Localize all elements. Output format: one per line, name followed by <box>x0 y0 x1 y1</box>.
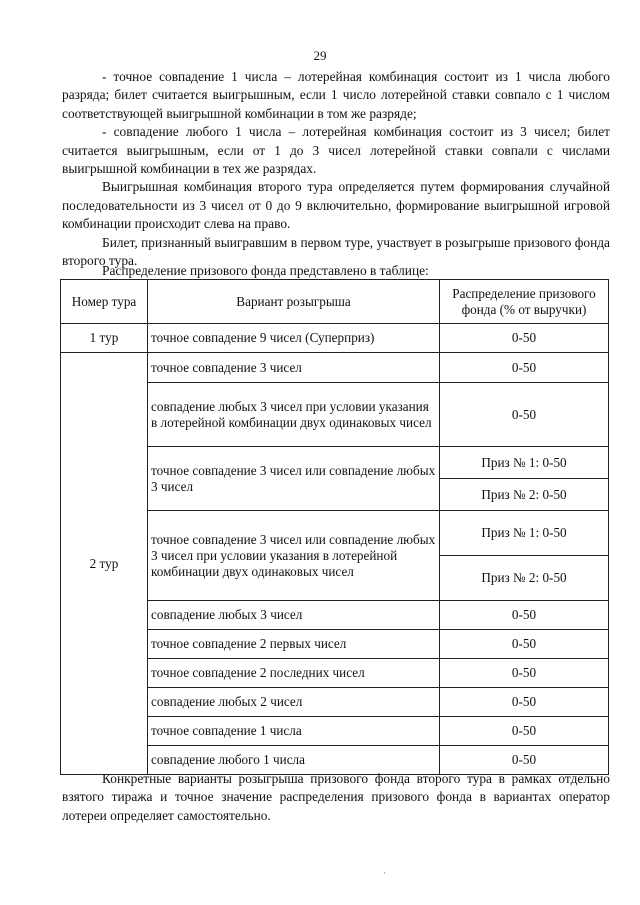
tour-2-value: 0-50 <box>440 717 609 746</box>
tour-2-variant: точное совпадение 3 чисел <box>148 353 440 383</box>
prize-2-value: Приз № 2: 0-50 <box>440 556 609 601</box>
tour-2-variant: совпадение любых 2 чисел <box>148 688 440 717</box>
tour-2-value: 0-50 <box>440 688 609 717</box>
tour-1-variant: точное совпадение 9 чисел (Суперприз) <box>148 324 440 353</box>
tour-2-variant: точное совпадение 1 числа <box>148 717 440 746</box>
tour-2-value: 0-50 <box>440 746 609 775</box>
body-text <box>62 68 610 270</box>
prize-2-value: Приз № 2: 0-50 <box>440 479 609 511</box>
paragraph-2: - совпадение любого 1 числа – лотерейная комбинация состоит из 3 чисел; билет считается выигрышным, если от 1 до 3 чисел лотерейной ставки совпали с числами выигрышной комбинации в тех же разрядах. <box>62 124 610 177</box>
header-draw-variant: Вариант розыгрыша <box>148 280 440 324</box>
header-prize-distribution: Распределение призового фонда (% от выручки) <box>440 280 609 324</box>
tour-2-label: 2 тур <box>61 353 148 775</box>
tour-1-value: 0-50 <box>440 324 609 353</box>
tour-2-variant: точное совпадение 3 чисел или совпадение любых 3 чисел при условии указания в лотерейной комбинации двух одинаковых чисел <box>148 511 440 601</box>
closing-text <box>62 770 610 825</box>
table-row <box>61 324 609 353</box>
header-tour-number: Номер тура <box>61 280 148 324</box>
table-caption: Распределение призового фонда представлено в таблице: <box>102 263 429 278</box>
prize-fund-table <box>60 279 609 775</box>
tour-2-value: 0-50 <box>440 353 609 383</box>
tour-1-label: 1 тур <box>61 324 148 353</box>
table-row <box>61 353 609 383</box>
tour-2-value: 0-50 <box>440 383 609 447</box>
paragraph-3: Выигрышная комбинация второго тура определяется путем формирования случайной последовательности из 3 чисел от 0 до 9 включительно, формирование выигрышной игровой комбинации происходит слева на право. <box>62 179 610 232</box>
tour-2-variant: совпадение любых 3 чисел <box>148 601 440 630</box>
table-header-row <box>61 280 609 324</box>
tour-2-value: 0-50 <box>440 630 609 659</box>
tour-2-value: 0-50 <box>440 601 609 630</box>
paragraph-4: Билет, признанный выигравшим в первом туре, участвует в розыгрыше призового фонда второго тура. <box>62 234 610 269</box>
closing-paragraph: Конкретные варианты розыгрыша призового фонда второго тура в рамках отдельно взятого тиража и точное значение распределения призового фонда в вариантах оператор лотереи определяет самостоятельно. <box>62 771 610 823</box>
tour-2-variant: совпадение любого 1 числа <box>148 746 440 775</box>
tour-2-variant: точное совпадение 3 чисел или совпадение любых 3 чисел <box>148 447 440 511</box>
tour-2-variant: совпадение любых 3 чисел при условии указания в лотерейной комбинации двух одинаковых чисел <box>148 383 440 447</box>
tour-2-variant: точное совпадение 2 первых чисел <box>148 630 440 659</box>
prize-1-value: Приз № 1: 0-50 <box>440 447 609 479</box>
prize-1-value: Приз № 1: 0-50 <box>440 511 609 556</box>
tour-2-value: 0-50 <box>440 659 609 688</box>
scan-mark: · <box>383 868 386 878</box>
tour-2-variant: точное совпадение 2 последних чисел <box>148 659 440 688</box>
paragraph-1: - точное совпадение 1 числа – лотерейная комбинация состоит из 1 числа любого разряда; билет считается выигрышным, если 1 число лотерейной ставки совпало с 1 числом соответствующей выигрышной комбинации в том же разряде; <box>62 69 610 121</box>
page-number: 29 <box>313 48 327 63</box>
